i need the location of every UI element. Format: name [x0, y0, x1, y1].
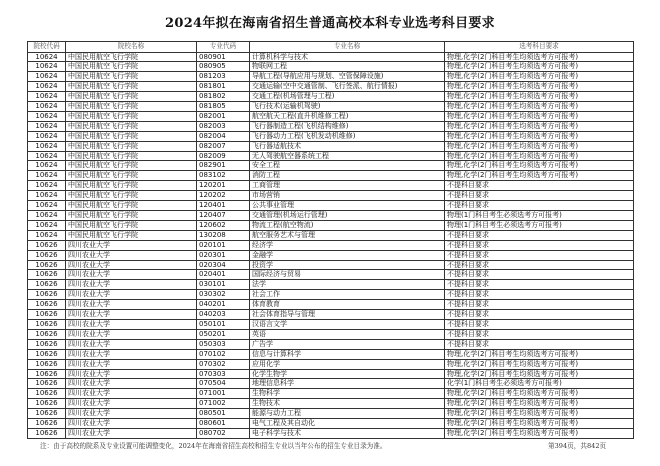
- table-row: [28, 92, 634, 102]
- header-major-name: 专业名称: [250, 42, 445, 53]
- table-row: [28, 419, 634, 429]
- table-row: [28, 102, 634, 112]
- document-title: 2024年拟在海南省招生普通高校本科专业选考科目要求: [165, 16, 495, 31]
- subject-requirement-cell: 物理,化学(2门科目考生均须选考方可报考): [445, 409, 634, 419]
- school-code-cell: 10626: [28, 250, 66, 260]
- school-name-cell: 中国民用航空飞行学院: [66, 102, 197, 112]
- school-name-cell: 四川农业大学: [66, 369, 197, 379]
- school-code-cell: 10626: [28, 369, 66, 379]
- major-code-cell: 040201: [197, 300, 250, 310]
- table-row: [28, 161, 634, 171]
- school-name-cell: 四川农业大学: [66, 280, 197, 290]
- major-name-cell: 体育教育: [250, 300, 445, 310]
- major-code-cell: 080601: [197, 419, 250, 429]
- school-name-cell: 四川农业大学: [66, 399, 197, 409]
- major-code-cell: 120401: [197, 201, 250, 211]
- school-code-cell: 10624: [28, 201, 66, 211]
- school-name-cell: 中国民用航空飞行学院: [66, 201, 197, 211]
- major-name-cell: 地理信息科学: [250, 379, 445, 389]
- subject-requirement-cell: 物理,化学(2门科目考生均须选考方可报考): [445, 62, 634, 72]
- table-row: [28, 230, 634, 240]
- major-code-cell: 080702: [197, 428, 250, 438]
- major-code-cell: 050101: [197, 319, 250, 329]
- school-name-cell: 中国民用航空飞行学院: [66, 230, 197, 240]
- subject-requirement-cell: 物理,化学(2门科目考生均须选考方可报考): [445, 72, 634, 82]
- subject-requirement-cell: 物理,化学(2门科目考生均须选考方可报考): [445, 82, 634, 92]
- subject-requirement-cell: 不提科目要求: [445, 201, 634, 211]
- table-row: [28, 171, 634, 181]
- subject-requirement-cell: 不提科目要求: [445, 181, 634, 191]
- major-code-cell: 020101: [197, 240, 250, 250]
- table-row: [28, 389, 634, 399]
- school-name-cell: 四川农业大学: [66, 329, 197, 339]
- school-name-cell: 四川农业大学: [66, 270, 197, 280]
- school-name-cell: 中国民用航空飞行学院: [66, 82, 197, 92]
- subject-requirement-cell: 不提科目要求: [445, 339, 634, 349]
- school-name-cell: 四川农业大学: [66, 339, 197, 349]
- school-code-cell: 10624: [28, 230, 66, 240]
- major-name-cell: 社会体育指导与管理: [250, 310, 445, 320]
- school-name-cell: 中国民用航空飞行学院: [66, 181, 197, 191]
- major-code-cell: 040203: [197, 310, 250, 320]
- school-name-cell: 四川农业大学: [66, 319, 197, 329]
- major-name-cell: 交通工程(机场管理与工程): [250, 92, 445, 102]
- school-name-cell: 四川农业大学: [66, 409, 197, 419]
- major-name-cell: 公共事业管理: [250, 201, 445, 211]
- major-code-cell: 083102: [197, 171, 250, 181]
- table-row: [28, 240, 634, 250]
- major-code-cell: 120201: [197, 181, 250, 191]
- major-code-cell: 082004: [197, 131, 250, 141]
- major-name-cell: 导航工程(导航应用与规划、空管保障设施): [250, 72, 445, 82]
- table-row: [28, 141, 634, 151]
- subject-requirement-cell: 物理,化学(2门科目考生均须选考方可报考): [445, 121, 634, 131]
- subject-requirement-cell: 物理,化学(2门科目考生均须选考方可报考): [445, 52, 634, 62]
- school-code-cell: 10626: [28, 280, 66, 290]
- school-name-cell: 中国民用航空飞行学院: [66, 72, 197, 82]
- school-name-cell: 四川农业大学: [66, 419, 197, 429]
- subject-requirement-cell: 物理,化学(2门科目考生均须选考方可报考): [445, 171, 634, 181]
- major-name-cell: 工商管理: [250, 181, 445, 191]
- subject-requirement-cell: 不提科目要求: [445, 240, 634, 250]
- school-name-cell: 四川农业大学: [66, 300, 197, 310]
- major-code-cell: 070102: [197, 349, 250, 359]
- subject-requirement-cell: 物理,化学(2门科目考生均须选考方可报考): [445, 141, 634, 151]
- school-name-cell: 中国民用航空飞行学院: [66, 62, 197, 72]
- major-code-cell: 071002: [197, 399, 250, 409]
- subject-requirement-cell: 不提科目要求: [445, 310, 634, 320]
- table-row: [28, 62, 634, 72]
- table-body: [28, 52, 634, 438]
- table-row: [28, 280, 634, 290]
- subject-requirement-cell: 不提科目要求: [445, 260, 634, 270]
- school-name-cell: 中国民用航空飞行学院: [66, 141, 197, 151]
- school-code-cell: 10626: [28, 270, 66, 280]
- subject-requirement-cell: 不提科目要求: [445, 191, 634, 201]
- school-code-cell: 10624: [28, 181, 66, 191]
- subject-requirement-cell: 物理,化学(2门科目考生均须选考方可报考): [445, 161, 634, 171]
- major-name-cell: 经济学: [250, 240, 445, 250]
- school-name-cell: 四川农业大学: [66, 359, 197, 369]
- table-row: [28, 359, 634, 369]
- school-code-cell: 10626: [28, 389, 66, 399]
- major-code-cell: 071001: [197, 389, 250, 399]
- major-name-cell: 飞行器制造工程(飞机结构维修): [250, 121, 445, 131]
- school-code-cell: 10624: [28, 220, 66, 230]
- subject-requirement-cell: 物理,化学(2门科目考生均须选考方可报考): [445, 419, 634, 429]
- school-code-cell: 10626: [28, 329, 66, 339]
- major-name-cell: 飞行器适航技术: [250, 141, 445, 151]
- table-row: [28, 131, 634, 141]
- subject-requirement-cell: 化学(1门科目考生必须选考方可报考): [445, 379, 634, 389]
- school-code-cell: 10624: [28, 52, 66, 62]
- subject-requirement-cell: 不提科目要求: [445, 230, 634, 240]
- major-code-cell: 120407: [197, 211, 250, 221]
- school-code-cell: 10626: [28, 399, 66, 409]
- table-row: [28, 220, 634, 230]
- major-code-cell: 070303: [197, 369, 250, 379]
- subject-requirement-cell: 物理,化学(2门科目考生均须选考方可报考): [445, 399, 634, 409]
- table-row: [28, 379, 634, 389]
- subject-requirement-cell: 不提科目要求: [445, 280, 634, 290]
- header-school-name: 院校名称: [66, 42, 197, 53]
- major-name-cell: 物流工程(航空物流): [250, 220, 445, 230]
- major-code-cell: 081801: [197, 82, 250, 92]
- major-name-cell: 航空航天工程(直升机维修工程): [250, 111, 445, 121]
- subject-requirement-cell: 物理,化学(2门科目考生均须选考方可报考): [445, 131, 634, 141]
- major-code-cell: 082007: [197, 141, 250, 151]
- subject-requirement-cell: 物理(1门科目考生必须选考方可报考): [445, 220, 634, 230]
- major-name-cell: 化学生物学: [250, 369, 445, 379]
- major-code-cell: 082003: [197, 121, 250, 131]
- major-code-cell: 030101: [197, 280, 250, 290]
- school-code-cell: 10626: [28, 428, 66, 438]
- major-code-cell: 082901: [197, 161, 250, 171]
- school-code-cell: 10624: [28, 72, 66, 82]
- major-name-cell: 飞行器动力工程(飞机发动机维修): [250, 131, 445, 141]
- major-name-cell: 市场营销: [250, 191, 445, 201]
- table-row: [28, 181, 634, 191]
- major-code-cell: 080905: [197, 62, 250, 72]
- school-name-cell: 中国民用航空飞行学院: [66, 191, 197, 201]
- school-name-cell: 四川农业大学: [66, 428, 197, 438]
- major-name-cell: 航空服务艺术与管理: [250, 230, 445, 240]
- major-name-cell: 交通运输(空中交通管制、飞行签派、航行情报): [250, 82, 445, 92]
- school-code-cell: 10624: [28, 141, 66, 151]
- table-row: [28, 52, 634, 62]
- subject-requirement-cell: 不提科目要求: [445, 319, 634, 329]
- school-name-cell: 四川农业大学: [66, 240, 197, 250]
- school-code-cell: 10626: [28, 339, 66, 349]
- table-row: [28, 290, 634, 300]
- school-name-cell: 中国民用航空飞行学院: [66, 131, 197, 141]
- subject-requirement-cell: 物理,化学(2门科目考生均须选考方可报考): [445, 111, 634, 121]
- school-code-cell: 10626: [28, 260, 66, 270]
- school-name-cell: 中国民用航空飞行学院: [66, 171, 197, 181]
- table-row: [28, 428, 634, 438]
- major-code-cell: 050201: [197, 329, 250, 339]
- table-row: [28, 151, 634, 161]
- table-row: [28, 329, 634, 339]
- school-code-cell: 10624: [28, 111, 66, 121]
- major-name-cell: 计算机科学与技术: [250, 52, 445, 62]
- school-code-cell: 10626: [28, 379, 66, 389]
- major-code-cell: 020304: [197, 260, 250, 270]
- table-row: [28, 399, 634, 409]
- school-code-cell: 10626: [28, 349, 66, 359]
- subject-requirement-cell: 物理,化学(2门科目考生均须选考方可报考): [445, 428, 634, 438]
- major-code-cell: 050303: [197, 339, 250, 349]
- major-code-cell: 020401: [197, 270, 250, 280]
- table-row: [28, 260, 634, 270]
- school-name-cell: 四川农业大学: [66, 379, 197, 389]
- school-name-cell: 四川农业大学: [66, 290, 197, 300]
- major-code-cell: 120602: [197, 220, 250, 230]
- page-number: 第394页，共842页: [548, 442, 607, 450]
- table-row: [28, 111, 634, 121]
- table-header-row: [28, 42, 634, 53]
- major-name-cell: 能源与动力工程: [250, 409, 445, 419]
- school-name-cell: 中国民用航空飞行学院: [66, 211, 197, 221]
- major-code-cell: 081203: [197, 72, 250, 82]
- major-name-cell: 物联网工程: [250, 62, 445, 72]
- major-name-cell: 信息与计算科学: [250, 349, 445, 359]
- school-code-cell: 10626: [28, 359, 66, 369]
- major-name-cell: 广告学: [250, 339, 445, 349]
- major-name-cell: 消防工程: [250, 171, 445, 181]
- subject-requirement-cell: 物理,化学(2门科目考生均须选考方可报考): [445, 151, 634, 161]
- school-code-cell: 10626: [28, 409, 66, 419]
- subject-requirement-cell: 物理,化学(2门科目考生均须选考方可报考): [445, 369, 634, 379]
- school-code-cell: 10624: [28, 211, 66, 221]
- subject-requirement-cell: 物理,化学(2门科目考生均须选考方可报考): [445, 389, 634, 399]
- school-code-cell: 10624: [28, 131, 66, 141]
- major-name-cell: 英语: [250, 329, 445, 339]
- subject-requirement-cell: 物理,化学(2门科目考生均须选考方可报考): [445, 92, 634, 102]
- major-name-cell: 电气工程及其自动化: [250, 419, 445, 429]
- table-row: [28, 270, 634, 280]
- header-school-code: 院校代码: [28, 42, 66, 53]
- school-code-cell: 10624: [28, 82, 66, 92]
- school-name-cell: 中国民用航空飞行学院: [66, 220, 197, 230]
- table-row: [28, 250, 634, 260]
- subject-requirement-cell: 不提科目要求: [445, 250, 634, 260]
- school-code-cell: 10626: [28, 300, 66, 310]
- subject-requirement-cell: 物理(1门科目考生必须选考方可报考): [445, 211, 634, 221]
- table-row: [28, 409, 634, 419]
- table-row: [28, 349, 634, 359]
- school-code-cell: 10624: [28, 121, 66, 131]
- table-row: [28, 82, 634, 92]
- major-code-cell: 081805: [197, 102, 250, 112]
- subject-requirement-cell: 不提科目要求: [445, 329, 634, 339]
- major-code-cell: 120202: [197, 191, 250, 201]
- major-name-cell: 飞行技术(运输机驾驶): [250, 102, 445, 112]
- table-row: [28, 72, 634, 82]
- school-name-cell: 四川农业大学: [66, 389, 197, 399]
- school-code-cell: 10626: [28, 290, 66, 300]
- major-code-cell: 082001: [197, 111, 250, 121]
- header-subject-requirement: 选考科目要求: [445, 42, 634, 53]
- school-code-cell: 10624: [28, 161, 66, 171]
- school-code-cell: 10626: [28, 419, 66, 429]
- subject-requirement-cell: 不提科目要求: [445, 290, 634, 300]
- major-name-cell: 投资学: [250, 260, 445, 270]
- school-name-cell: 中国民用航空飞行学院: [66, 121, 197, 131]
- major-name-cell: 社会工作: [250, 290, 445, 300]
- major-code-cell: 030302: [197, 290, 250, 300]
- major-name-cell: 法学: [250, 280, 445, 290]
- table-row: [28, 121, 634, 131]
- table-row: [28, 339, 634, 349]
- school-code-cell: 10626: [28, 240, 66, 250]
- table-row: [28, 310, 634, 320]
- school-code-cell: 10624: [28, 102, 66, 112]
- subject-requirement-cell: 不提科目要求: [445, 270, 634, 280]
- major-code-cell: 080901: [197, 52, 250, 62]
- subject-requirement-cell: 物理,化学(2门科目考生均须选考方可报考): [445, 359, 634, 369]
- school-code-cell: 10624: [28, 151, 66, 161]
- major-name-cell: 交通管理(机场运行管理): [250, 211, 445, 221]
- school-code-cell: 10626: [28, 319, 66, 329]
- major-name-cell: 生物科学: [250, 389, 445, 399]
- subject-requirements-table: [27, 41, 634, 439]
- subject-requirement-cell: 物理,化学(2门科目考生均须选考方可报考): [445, 349, 634, 359]
- major-code-cell: 080501: [197, 409, 250, 419]
- school-name-cell: 四川农业大学: [66, 260, 197, 270]
- footnote: 注：由于高校的院系及专业设置可能调整变化，2024年在海南省招生高校和招生专业以当年公布的招生专业目录为准。: [40, 442, 387, 450]
- school-name-cell: 中国民用航空飞行学院: [66, 111, 197, 121]
- school-name-cell: 中国民用航空飞行学院: [66, 52, 197, 62]
- major-name-cell: 电子科学与技术: [250, 428, 445, 438]
- subject-requirement-cell: 物理,化学(2门科目考生均须选考方可报考): [445, 102, 634, 112]
- major-name-cell: 生物技术: [250, 399, 445, 409]
- school-code-cell: 10624: [28, 171, 66, 181]
- school-name-cell: 中国民用航空飞行学院: [66, 92, 197, 102]
- major-name-cell: 安全工程: [250, 161, 445, 171]
- school-name-cell: 中国民用航空飞行学院: [66, 161, 197, 171]
- header-major-code: 专业代码: [197, 42, 250, 53]
- major-name-cell: 汉语言文学: [250, 319, 445, 329]
- major-name-cell: 金融学: [250, 250, 445, 260]
- subject-requirement-cell: 不提科目要求: [445, 300, 634, 310]
- school-name-cell: 中国民用航空飞行学院: [66, 151, 197, 161]
- major-code-cell: 020301: [197, 250, 250, 260]
- major-name-cell: 国际经济与贸易: [250, 270, 445, 280]
- school-name-cell: 四川农业大学: [66, 310, 197, 320]
- table-row: [28, 300, 634, 310]
- school-code-cell: 10624: [28, 191, 66, 201]
- school-code-cell: 10624: [28, 62, 66, 72]
- major-name-cell: 应用化学: [250, 359, 445, 369]
- table-row: [28, 369, 634, 379]
- major-code-cell: 081802: [197, 92, 250, 102]
- school-code-cell: 10626: [28, 310, 66, 320]
- major-name-cell: 无人驾驶航空器系统工程: [250, 151, 445, 161]
- school-code-cell: 10624: [28, 92, 66, 102]
- major-code-cell: 070302: [197, 359, 250, 369]
- table-row: [28, 211, 634, 221]
- school-name-cell: 四川农业大学: [66, 250, 197, 260]
- table-row: [28, 191, 634, 201]
- major-code-cell: 070504: [197, 379, 250, 389]
- school-name-cell: 四川农业大学: [66, 349, 197, 359]
- table-row: [28, 319, 634, 329]
- table-row: [28, 201, 634, 211]
- major-code-cell: 130208: [197, 230, 250, 240]
- major-code-cell: 082009: [197, 151, 250, 161]
